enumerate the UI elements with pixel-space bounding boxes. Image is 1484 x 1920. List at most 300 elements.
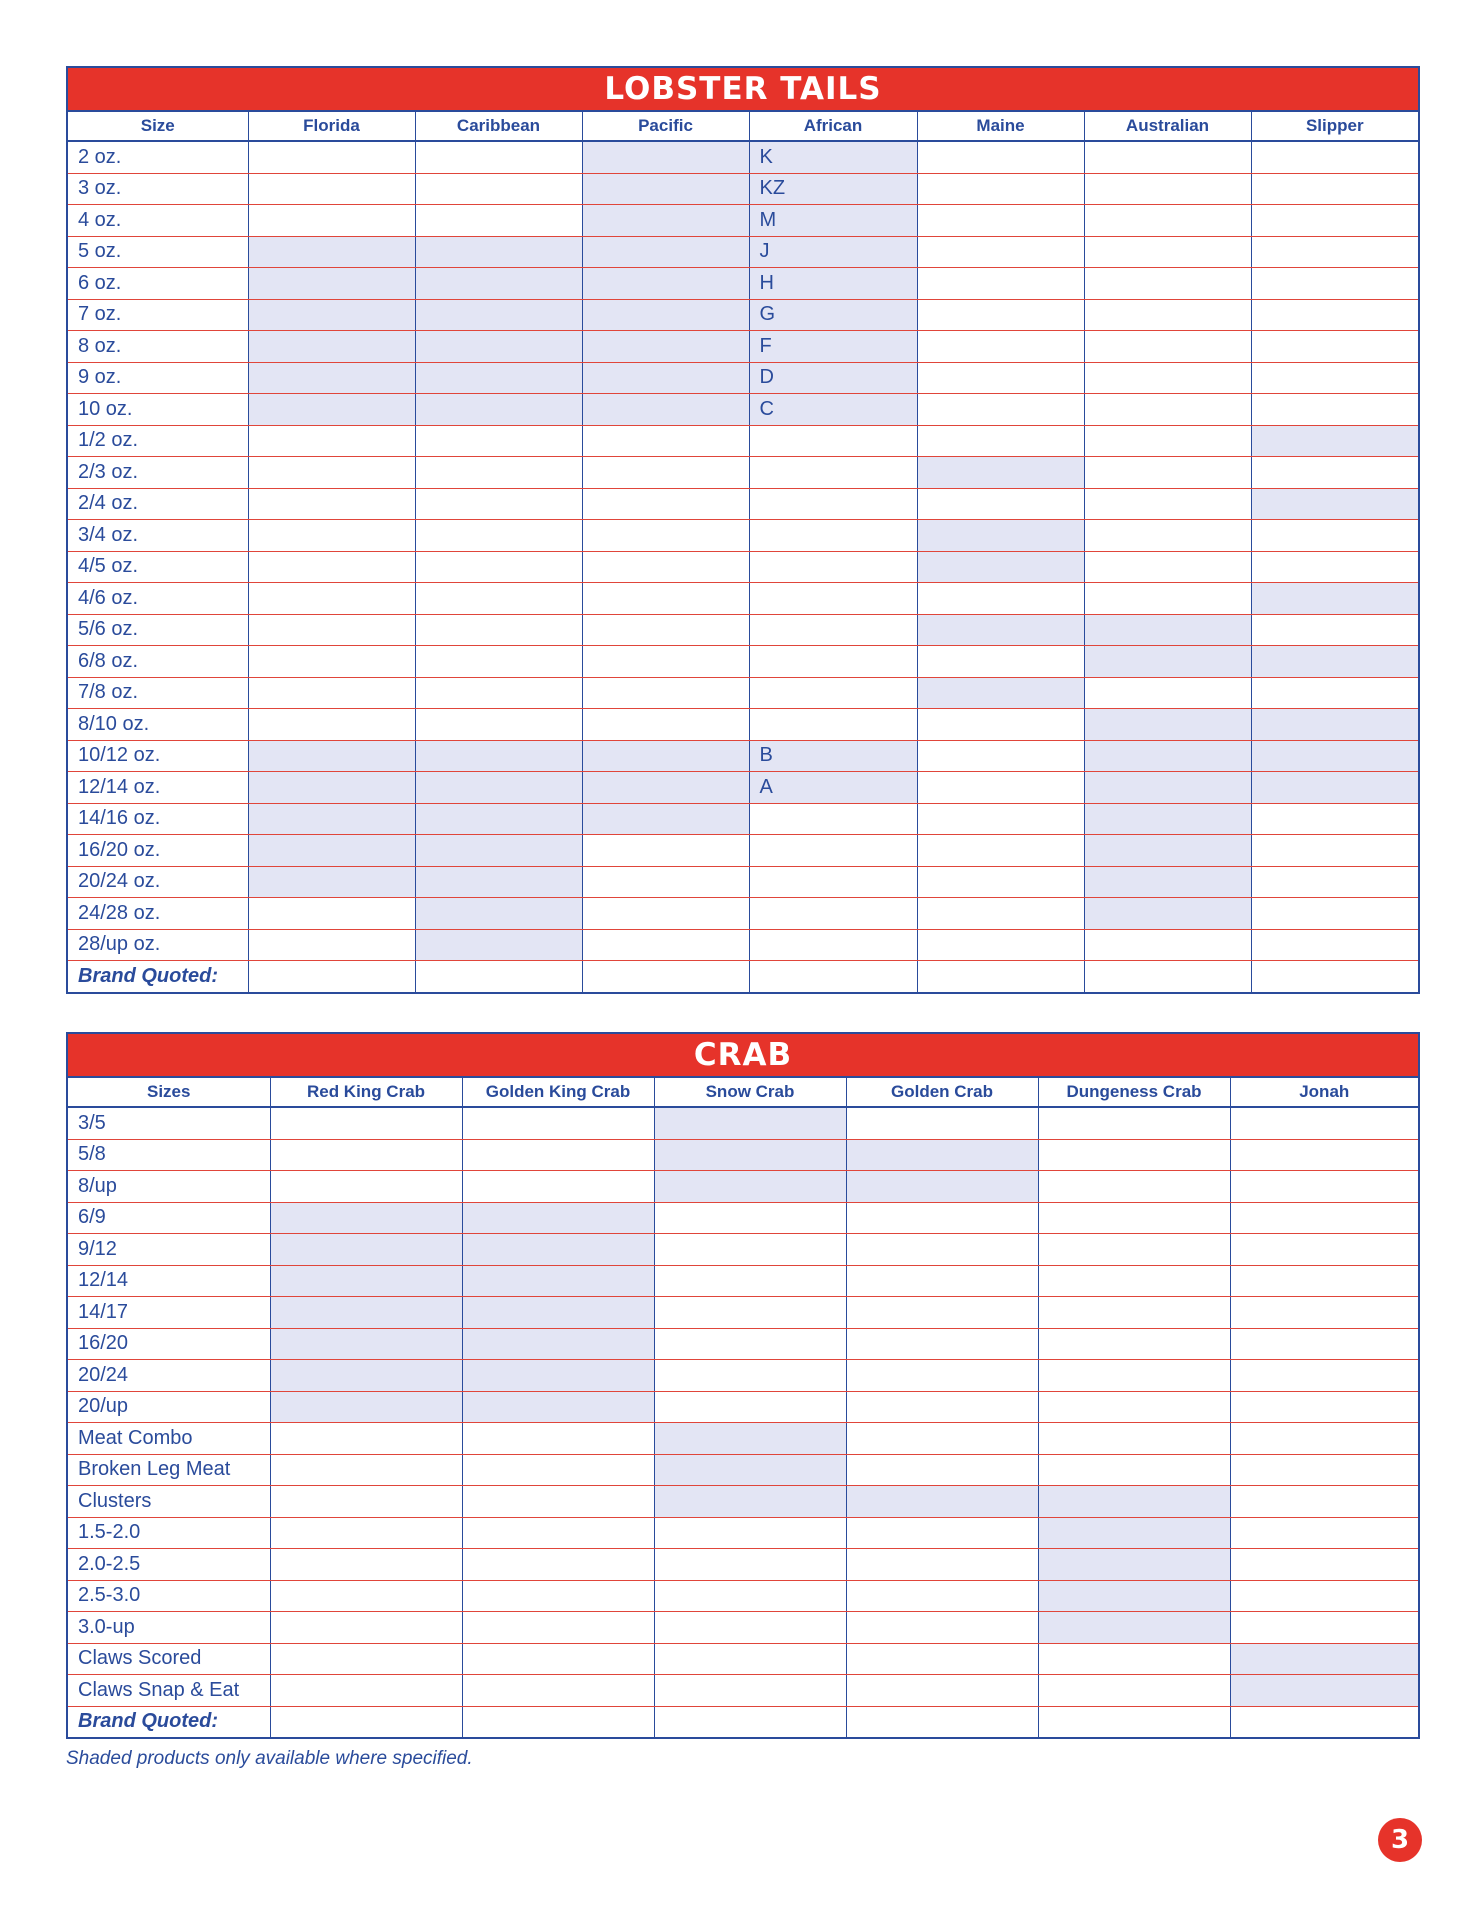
shaded-cell [1230, 1675, 1418, 1707]
table-cell [654, 1391, 846, 1423]
table-cell [462, 1139, 654, 1171]
crab-column-header: Sizes [68, 1078, 270, 1107]
table-row [68, 1549, 1418, 1581]
table-cell [582, 677, 749, 709]
table-row [68, 173, 1418, 205]
shaded-cell [248, 866, 415, 898]
table-cell [582, 898, 749, 930]
table-row [68, 1423, 1418, 1455]
table-row [68, 1486, 1418, 1518]
table-cell [415, 141, 582, 173]
lobster-column-header: Caribbean [415, 112, 582, 141]
shaded-cell [462, 1234, 654, 1266]
table-row [68, 1234, 1418, 1266]
table-cell [462, 1454, 654, 1486]
size-label: Clusters [68, 1486, 270, 1518]
shaded-cell [270, 1265, 462, 1297]
shaded-cell [415, 268, 582, 300]
table-cell [1038, 1265, 1230, 1297]
shaded-cell [248, 803, 415, 835]
shaded-cell [582, 173, 749, 205]
size-label: 6/8 oz. [68, 646, 248, 678]
crab-column-header: Golden King Crab [462, 1078, 654, 1107]
table-cell [582, 551, 749, 583]
shaded-cell [1084, 835, 1251, 867]
table-row [68, 1360, 1418, 1392]
shaded-cell [270, 1391, 462, 1423]
table-cell [248, 488, 415, 520]
brand-quoted-cell[interactable] [749, 961, 917, 992]
shaded-cell [1230, 1643, 1418, 1675]
table-cell [248, 929, 415, 961]
shaded-cell [462, 1328, 654, 1360]
table-cell [654, 1202, 846, 1234]
table-cell [248, 551, 415, 583]
table-cell [846, 1265, 1038, 1297]
table-cell [749, 614, 917, 646]
shaded-cell [415, 740, 582, 772]
brand-quoted-cell[interactable] [415, 961, 582, 992]
lobster-column-header: Florida [248, 112, 415, 141]
table-row [68, 268, 1418, 300]
table-row [68, 394, 1418, 426]
table-cell [1230, 1580, 1418, 1612]
table-row [68, 803, 1418, 835]
table-cell [1084, 394, 1251, 426]
shaded-cell: M [749, 205, 917, 237]
table-cell [1084, 929, 1251, 961]
table-row [68, 1612, 1418, 1644]
table-row [68, 488, 1418, 520]
table-row [68, 614, 1418, 646]
table-cell [917, 866, 1084, 898]
table-row [68, 331, 1418, 363]
table-cell [270, 1107, 462, 1139]
size-label: 24/28 oz. [68, 898, 248, 930]
table-cell [1230, 1423, 1418, 1455]
table-cell [1230, 1139, 1418, 1171]
size-label: 5 oz. [68, 236, 248, 268]
table-cell [917, 425, 1084, 457]
shaded-cell [462, 1202, 654, 1234]
table-cell [654, 1549, 846, 1581]
table-cell [749, 803, 917, 835]
table-cell [415, 205, 582, 237]
table-cell [1251, 299, 1418, 331]
table-cell [917, 646, 1084, 678]
table-cell [1038, 1202, 1230, 1234]
brand-quoted-row [68, 961, 1418, 992]
table-cell [917, 803, 1084, 835]
table-cell [270, 1454, 462, 1486]
table-row [68, 1265, 1418, 1297]
shaded-cell [415, 299, 582, 331]
table-cell [749, 835, 917, 867]
table-cell [1251, 929, 1418, 961]
shaded-cell: KZ [749, 173, 917, 205]
table-cell [749, 866, 917, 898]
crab-column-header: Dungeness Crab [1038, 1078, 1230, 1107]
table-cell [1251, 551, 1418, 583]
table-row [68, 1107, 1418, 1139]
brand-quoted-cell[interactable] [248, 961, 415, 992]
table-cell [248, 457, 415, 489]
shaded-cell [582, 772, 749, 804]
table-cell [1251, 898, 1418, 930]
table-cell [270, 1171, 462, 1203]
table-cell [1038, 1107, 1230, 1139]
table-cell [917, 362, 1084, 394]
table-cell [846, 1643, 1038, 1675]
shaded-cell [846, 1486, 1038, 1518]
table-cell [1038, 1139, 1230, 1171]
table-cell [1084, 677, 1251, 709]
shaded-cell: J [749, 236, 917, 268]
table-cell [749, 425, 917, 457]
table-cell [1038, 1675, 1230, 1707]
table-cell [654, 1643, 846, 1675]
shaded-cell [654, 1139, 846, 1171]
table-row [68, 1675, 1418, 1707]
table-cell [1084, 457, 1251, 489]
shaded-cell [270, 1360, 462, 1392]
size-label: 16/20 [68, 1328, 270, 1360]
table-cell [462, 1486, 654, 1518]
table-row [68, 236, 1418, 268]
table-cell [1084, 551, 1251, 583]
table-row [68, 1297, 1418, 1329]
table-cell [270, 1423, 462, 1455]
shaded-cell [1084, 803, 1251, 835]
size-label: 8/10 oz. [68, 709, 248, 741]
table-cell [462, 1675, 654, 1707]
shaded-cell [415, 331, 582, 363]
shaded-cell [415, 394, 582, 426]
shaded-cell [248, 331, 415, 363]
table-row [68, 835, 1418, 867]
brand-quoted-cell[interactable] [270, 1706, 462, 1737]
table-cell [248, 173, 415, 205]
shaded-cell [270, 1202, 462, 1234]
table-cell [462, 1580, 654, 1612]
brand-quoted-label: Brand Quoted: [78, 964, 218, 987]
table-cell [582, 425, 749, 457]
shaded-cell [248, 394, 415, 426]
table-row [68, 929, 1418, 961]
shaded-cell [1038, 1612, 1230, 1644]
table-cell [1084, 425, 1251, 457]
table-cell [248, 898, 415, 930]
table-cell [1038, 1360, 1230, 1392]
table-cell [749, 929, 917, 961]
size-label: 20/24 [68, 1360, 270, 1392]
table-cell [1038, 1234, 1230, 1266]
brand-quoted-cell[interactable] [846, 1706, 1038, 1737]
size-label: 2/3 oz. [68, 457, 248, 489]
shaded-cell [582, 362, 749, 394]
size-label: Meat Combo [68, 1423, 270, 1455]
table-cell [654, 1612, 846, 1644]
lobster-column-header: Maine [917, 112, 1084, 141]
shaded-cell [1038, 1580, 1230, 1612]
table-cell [917, 740, 1084, 772]
table-cell [1251, 205, 1418, 237]
table-row [68, 299, 1418, 331]
table-cell [1230, 1107, 1418, 1139]
table-cell [248, 141, 415, 173]
lobster-tails-title: LOBSTER TAILS [68, 68, 1418, 112]
table-row [68, 205, 1418, 237]
shaded-cell: B [749, 740, 917, 772]
table-cell [582, 457, 749, 489]
table-cell [462, 1643, 654, 1675]
shaded-cell [248, 362, 415, 394]
table-cell [415, 614, 582, 646]
crab-header-row [68, 1078, 1418, 1107]
table-cell [846, 1328, 1038, 1360]
table-cell [749, 583, 917, 615]
shaded-cell [415, 835, 582, 867]
table-cell [1084, 362, 1251, 394]
shaded-cell [917, 677, 1084, 709]
brand-quoted-cell[interactable] [654, 1706, 846, 1737]
table-cell [582, 488, 749, 520]
table-cell [1084, 173, 1251, 205]
table-cell [1230, 1297, 1418, 1329]
table-cell [582, 929, 749, 961]
brand-quoted-cell[interactable] [1251, 961, 1418, 992]
table-cell [917, 331, 1084, 363]
table-cell [1251, 803, 1418, 835]
shaded-cell [1038, 1486, 1230, 1518]
table-row [68, 1139, 1418, 1171]
table-cell [1084, 205, 1251, 237]
table-cell [1251, 141, 1418, 173]
size-label: 4 oz. [68, 205, 248, 237]
shaded-cell: D [749, 362, 917, 394]
shaded-cell [415, 929, 582, 961]
shaded-cell: G [749, 299, 917, 331]
table-cell [749, 898, 917, 930]
table-cell [462, 1612, 654, 1644]
size-label: 4/6 oz. [68, 583, 248, 615]
size-label: 3/5 [68, 1107, 270, 1139]
brand-quoted-cell[interactable] [917, 961, 1084, 992]
shaded-cell [270, 1328, 462, 1360]
table-cell [248, 425, 415, 457]
brand-quoted-cell[interactable] [1084, 961, 1251, 992]
table-row [68, 1643, 1418, 1675]
table-row [68, 1328, 1418, 1360]
table-row [68, 1391, 1418, 1423]
shaded-cell: A [749, 772, 917, 804]
table-cell [1084, 268, 1251, 300]
shaded-cell [248, 772, 415, 804]
shaded-cell [917, 551, 1084, 583]
size-label: 2.0-2.5 [68, 1549, 270, 1581]
table-cell [248, 709, 415, 741]
table-cell [1251, 362, 1418, 394]
size-label: 3.0-up [68, 1612, 270, 1644]
brand-quoted-cell[interactable] [462, 1706, 654, 1737]
shaded-cell [582, 268, 749, 300]
size-label: 7 oz. [68, 299, 248, 331]
table-cell [582, 614, 749, 646]
table-cell [749, 709, 917, 741]
table-cell [270, 1580, 462, 1612]
shaded-cell [582, 141, 749, 173]
shaded-cell [462, 1360, 654, 1392]
table-cell [415, 173, 582, 205]
table-cell [582, 583, 749, 615]
table-cell [917, 772, 1084, 804]
table-row [68, 709, 1418, 741]
size-label: 5/8 [68, 1139, 270, 1171]
size-label: Claws Snap & Eat [68, 1675, 270, 1707]
crab-title: CRAB [68, 1034, 1418, 1078]
shaded-cell: F [749, 331, 917, 363]
shaded-cell [270, 1234, 462, 1266]
lobster-column-header: Slipper [1251, 112, 1418, 141]
page-number-badge: 3 [1378, 1818, 1422, 1862]
table-cell [1038, 1391, 1230, 1423]
table-cell [846, 1360, 1038, 1392]
shaded-cell [248, 740, 415, 772]
table-cell [917, 173, 1084, 205]
table-cell [1251, 236, 1418, 268]
size-label: 2 oz. [68, 141, 248, 173]
shaded-cell [248, 236, 415, 268]
size-label: 8 oz. [68, 331, 248, 363]
table-cell [846, 1423, 1038, 1455]
brand-quoted-cell[interactable] [1038, 1706, 1230, 1737]
size-label: 5/6 oz. [68, 614, 248, 646]
size-label: 1/2 oz. [68, 425, 248, 457]
size-label: 14/16 oz. [68, 803, 248, 835]
table-cell [1230, 1202, 1418, 1234]
shaded-cell [582, 331, 749, 363]
shaded-cell [654, 1107, 846, 1139]
shaded-cell [654, 1423, 846, 1455]
shaded-cell [462, 1265, 654, 1297]
table-row [68, 677, 1418, 709]
shaded-cell [654, 1454, 846, 1486]
table-cell [1251, 520, 1418, 552]
crab-table [68, 1078, 1418, 1737]
shaded-cell [1084, 898, 1251, 930]
size-label: 12/14 [68, 1265, 270, 1297]
shaded-cell [1251, 583, 1418, 615]
shaded-cell [917, 457, 1084, 489]
shaded-cell [1251, 740, 1418, 772]
table-cell [1251, 394, 1418, 426]
table-cell [846, 1202, 1038, 1234]
table-row [68, 1171, 1418, 1203]
size-label: Broken Leg Meat [68, 1454, 270, 1486]
crab-column-header: Golden Crab [846, 1078, 1038, 1107]
size-label: 6/9 [68, 1202, 270, 1234]
shaded-cell [1084, 866, 1251, 898]
size-label: 10 oz. [68, 394, 248, 426]
table-cell [749, 457, 917, 489]
table-cell [1251, 457, 1418, 489]
table-cell [917, 236, 1084, 268]
size-label: 9 oz. [68, 362, 248, 394]
table-cell [1230, 1265, 1418, 1297]
size-label: 20/up [68, 1391, 270, 1423]
table-cell [415, 457, 582, 489]
table-cell [415, 709, 582, 741]
table-cell [462, 1171, 654, 1203]
brand-quoted-cell[interactable] [1230, 1706, 1418, 1737]
shaded-cell [415, 362, 582, 394]
table-cell [749, 520, 917, 552]
table-cell [1084, 236, 1251, 268]
size-label: 6 oz. [68, 268, 248, 300]
table-row [68, 583, 1418, 615]
table-cell [462, 1549, 654, 1581]
table-cell [1084, 141, 1251, 173]
shaded-cell: K [749, 141, 917, 173]
shaded-cell [1251, 709, 1418, 741]
size-label: Claws Scored [68, 1643, 270, 1675]
table-row [68, 520, 1418, 552]
table-row [68, 1517, 1418, 1549]
table-cell [654, 1360, 846, 1392]
shaded-cell [248, 299, 415, 331]
shaded-cell [415, 898, 582, 930]
size-label: 16/20 oz. [68, 835, 248, 867]
lobster-header-row [68, 112, 1418, 141]
shaded-cell [846, 1139, 1038, 1171]
shaded-cell [582, 740, 749, 772]
brand-quoted-cell[interactable] [582, 961, 749, 992]
table-cell [248, 677, 415, 709]
brand-quoted-label: Brand Quoted: [78, 1710, 218, 1733]
size-label: 3/4 oz. [68, 520, 248, 552]
table-cell [917, 299, 1084, 331]
table-cell [270, 1486, 462, 1518]
shaded-cell [654, 1486, 846, 1518]
shaded-cell [582, 394, 749, 426]
table-cell [1230, 1360, 1418, 1392]
shaded-cell [415, 236, 582, 268]
table-cell [1251, 866, 1418, 898]
table-cell [1230, 1234, 1418, 1266]
table-cell [248, 646, 415, 678]
table-cell [1038, 1643, 1230, 1675]
table-cell [582, 709, 749, 741]
crab-column-header: Red King Crab [270, 1078, 462, 1107]
table-cell [582, 520, 749, 552]
table-cell [1251, 331, 1418, 363]
shaded-cell [1251, 425, 1418, 457]
table-cell [462, 1107, 654, 1139]
table-cell [654, 1675, 846, 1707]
table-cell [917, 488, 1084, 520]
table-row [68, 898, 1418, 930]
table-cell [917, 205, 1084, 237]
table-cell [846, 1517, 1038, 1549]
table-cell [1230, 1612, 1418, 1644]
shaded-cell: C [749, 394, 917, 426]
table-cell [1230, 1454, 1418, 1486]
size-label: 28/up oz. [68, 929, 248, 961]
table-cell [582, 866, 749, 898]
table-cell [846, 1107, 1038, 1139]
table-cell [1038, 1297, 1230, 1329]
shaded-cell [415, 772, 582, 804]
